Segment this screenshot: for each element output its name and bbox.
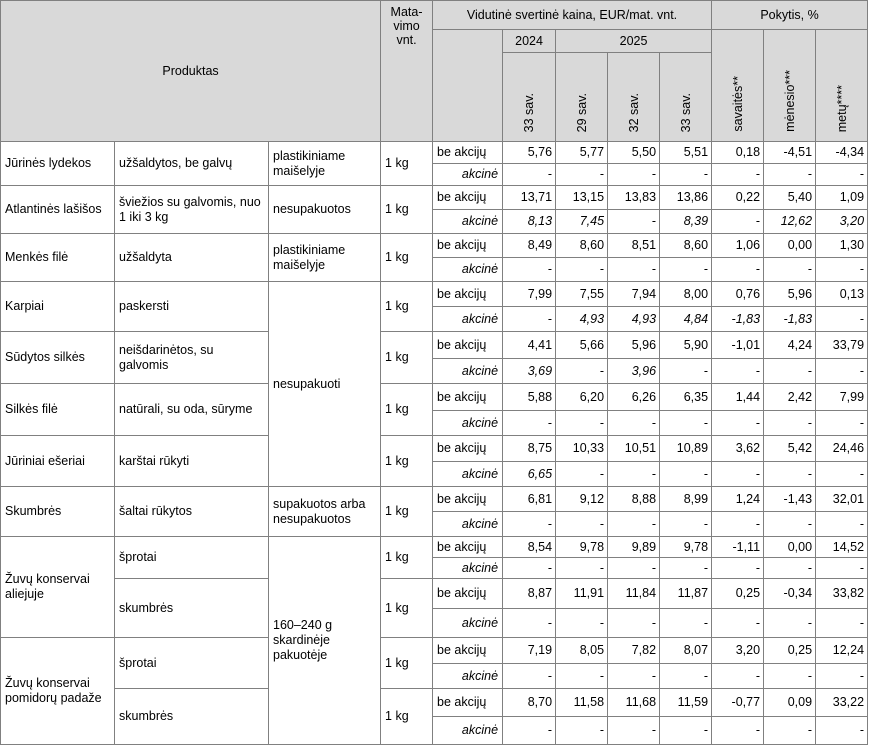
- unit-cell: 1 kg: [381, 537, 433, 579]
- promo-price-cell: -: [556, 512, 608, 537]
- unit-cell: 1 kg: [381, 384, 433, 436]
- change-cell: 12,24: [816, 638, 868, 664]
- promo-change-cell: -: [712, 359, 764, 384]
- product-description: neišdarinėtos, su galvomis: [115, 332, 269, 384]
- promo-change-cell: -: [712, 609, 764, 638]
- product-description: skumbrės: [115, 579, 269, 638]
- unit-cell: 1 kg: [381, 142, 433, 186]
- promo-change-cell: -: [816, 609, 868, 638]
- promo-change-cell: -: [712, 558, 764, 579]
- price-cell: 8,54: [503, 537, 556, 558]
- promo-change-cell: -: [712, 664, 764, 689]
- promo-price-cell: -: [503, 664, 556, 689]
- promo-change-cell: -: [712, 164, 764, 186]
- change-cell: 0,13: [816, 282, 868, 307]
- promo-change-cell: -: [764, 558, 816, 579]
- promo-price-cell: -: [556, 717, 608, 745]
- promo-change-cell: -: [764, 609, 816, 638]
- product-name: Skumbrės: [1, 487, 115, 537]
- product-description: karštai rūkyti: [115, 436, 269, 487]
- price-cell: 9,89: [608, 537, 660, 558]
- promo-price-cell: -: [556, 164, 608, 186]
- header-year-2025: 2025: [556, 30, 712, 53]
- price-type-regular: be akcijų: [433, 186, 503, 210]
- promo-price-cell: -: [503, 164, 556, 186]
- change-cell: 0,09: [764, 689, 816, 717]
- price-cell: 11,59: [660, 689, 712, 717]
- price-cell: 8,07: [660, 638, 712, 664]
- table-row: [1, 487, 868, 512]
- table-row: [1, 186, 868, 210]
- price-cell: 8,99: [660, 487, 712, 512]
- price-cell: 11,91: [556, 579, 608, 609]
- promo-change-cell: -: [712, 462, 764, 487]
- change-cell: 32,01: [816, 487, 868, 512]
- change-cell: 0,00: [764, 234, 816, 258]
- price-cell: 7,82: [608, 638, 660, 664]
- price-type-promo: akcinė: [433, 664, 503, 689]
- promo-price-cell: -: [660, 717, 712, 745]
- price-cell: 8,49: [503, 234, 556, 258]
- price-cell: 7,55: [556, 282, 608, 307]
- promo-price-cell: -: [556, 411, 608, 436]
- promo-change-cell: -: [712, 210, 764, 234]
- price-cell: 8,87: [503, 579, 556, 609]
- promo-price-cell: -: [660, 258, 712, 282]
- price-type-promo: akcinė: [433, 512, 503, 537]
- change-cell: 33,22: [816, 689, 868, 717]
- promo-price-cell: 3,69: [503, 359, 556, 384]
- price-cell: 7,19: [503, 638, 556, 664]
- price-cell: 5,50: [608, 142, 660, 164]
- promo-change-cell: -: [816, 462, 868, 487]
- change-cell: -1,11: [712, 537, 764, 558]
- product-description: užšaldyta: [115, 234, 269, 282]
- promo-change-cell: -: [816, 411, 868, 436]
- promo-price-cell: -: [503, 609, 556, 638]
- price-type-regular: be akcijų: [433, 579, 503, 609]
- change-cell: 14,52: [816, 537, 868, 558]
- price-cell: 10,51: [608, 436, 660, 462]
- price-cell: 5,77: [556, 142, 608, 164]
- unit-cell: 1 kg: [381, 579, 433, 638]
- product-name: Silkės filė: [1, 384, 115, 436]
- promo-price-cell: 3,96: [608, 359, 660, 384]
- price-cell: 5,76: [503, 142, 556, 164]
- price-type-promo: akcinė: [433, 609, 503, 638]
- change-cell: 0,25: [764, 638, 816, 664]
- promo-change-cell: -: [712, 717, 764, 745]
- price-cell: 13,83: [608, 186, 660, 210]
- price-cell: 5,88: [503, 384, 556, 411]
- promo-price-cell: -: [660, 462, 712, 487]
- promo-change-cell: 3,20: [816, 210, 868, 234]
- table-row: [1, 638, 868, 664]
- price-cell: 11,84: [608, 579, 660, 609]
- price-cell: 11,87: [660, 579, 712, 609]
- promo-change-cell: -: [816, 359, 868, 384]
- promo-price-cell: -: [660, 359, 712, 384]
- promo-change-cell: -: [712, 411, 764, 436]
- price-cell: 5,90: [660, 332, 712, 359]
- change-cell: 3,62: [712, 436, 764, 462]
- change-cell: 4,24: [764, 332, 816, 359]
- price-type-promo: akcinė: [433, 558, 503, 579]
- promo-price-cell: -: [660, 664, 712, 689]
- price-cell: 5,51: [660, 142, 712, 164]
- change-cell: 5,42: [764, 436, 816, 462]
- promo-change-cell: -: [764, 164, 816, 186]
- price-cell: 8,05: [556, 638, 608, 664]
- product-name: Žuvų konservai aliejuje: [1, 537, 115, 638]
- price-type-regular: be akcijų: [433, 234, 503, 258]
- price-cell: 6,35: [660, 384, 712, 411]
- product-name: Atlantinės lašišos: [1, 186, 115, 234]
- product-description: paskersti: [115, 282, 269, 332]
- promo-change-cell: -1,83: [764, 307, 816, 332]
- change-cell: 33,82: [816, 579, 868, 609]
- promo-price-cell: -: [503, 258, 556, 282]
- price-cell: 6,20: [556, 384, 608, 411]
- price-type-promo: akcinė: [433, 411, 503, 436]
- header-week-2024-33: 33 sav.: [503, 53, 556, 142]
- promo-change-cell: -: [764, 512, 816, 537]
- price-type-promo: akcinė: [433, 210, 503, 234]
- promo-change-cell: -: [764, 462, 816, 487]
- promo-price-cell: -: [608, 411, 660, 436]
- change-cell: 0,22: [712, 186, 764, 210]
- change-cell: -0,77: [712, 689, 764, 717]
- change-cell: -4,34: [816, 142, 868, 164]
- product-name: Menkės filė: [1, 234, 115, 282]
- promo-price-cell: -: [556, 359, 608, 384]
- header-product: Produktas: [1, 1, 381, 142]
- promo-price-cell: -: [503, 512, 556, 537]
- price-cell: 9,78: [660, 537, 712, 558]
- change-cell: -4,51: [764, 142, 816, 164]
- price-cell: 10,33: [556, 436, 608, 462]
- promo-price-cell: -: [503, 717, 556, 745]
- change-cell: -1,01: [712, 332, 764, 359]
- price-cell: 6,26: [608, 384, 660, 411]
- packaging: plastikiniame maišelyje: [269, 142, 381, 186]
- price-cell: 8,60: [660, 234, 712, 258]
- promo-price-cell: -: [660, 512, 712, 537]
- promo-change-cell: -: [712, 258, 764, 282]
- price-cell: 7,94: [608, 282, 660, 307]
- promo-change-cell: -: [764, 664, 816, 689]
- price-cell: 5,96: [608, 332, 660, 359]
- price-cell: 8,88: [608, 487, 660, 512]
- promo-price-cell: -: [503, 411, 556, 436]
- promo-change-cell: -: [816, 558, 868, 579]
- promo-change-cell: -: [816, 664, 868, 689]
- product-name: Žuvų konservai pomidorų padaže: [1, 638, 115, 745]
- promo-price-cell: 4,93: [556, 307, 608, 332]
- promo-change-cell: -: [816, 164, 868, 186]
- packaging: nesupakuoti: [269, 282, 381, 487]
- price-cell: 8,00: [660, 282, 712, 307]
- promo-price-cell: 8,39: [660, 210, 712, 234]
- unit-cell: 1 kg: [381, 436, 433, 487]
- price-type-regular: be akcijų: [433, 384, 503, 411]
- header-change-month: mėnesio***: [764, 30, 816, 142]
- change-cell: -0,34: [764, 579, 816, 609]
- price-type-promo: akcinė: [433, 462, 503, 487]
- promo-price-cell: -: [556, 664, 608, 689]
- change-cell: -1,43: [764, 487, 816, 512]
- promo-price-cell: -: [608, 717, 660, 745]
- price-cell: 13,86: [660, 186, 712, 210]
- change-cell: 1,24: [712, 487, 764, 512]
- price-cell: 4,41: [503, 332, 556, 359]
- change-cell: 1,09: [816, 186, 868, 210]
- product-name: Jūriniai ešeriai: [1, 436, 115, 487]
- promo-price-cell: -: [660, 411, 712, 436]
- promo-change-cell: -: [816, 512, 868, 537]
- header-price-type-blank: [433, 30, 503, 142]
- promo-change-cell: -: [712, 512, 764, 537]
- change-cell: 7,99: [816, 384, 868, 411]
- header-change-group: Pokytis, %: [712, 1, 868, 30]
- promo-price-cell: -: [660, 609, 712, 638]
- table-row: [1, 689, 868, 717]
- promo-price-cell: -: [608, 664, 660, 689]
- price-type-promo: akcinė: [433, 307, 503, 332]
- promo-price-cell: 6,65: [503, 462, 556, 487]
- promo-price-cell: -: [608, 609, 660, 638]
- header-unit: Mata- vimo vnt.: [381, 1, 433, 142]
- price-cell: 11,68: [608, 689, 660, 717]
- packaging: 160–240 g skardinėje pakuotėje: [269, 537, 381, 745]
- table-row: [1, 579, 868, 609]
- table-row: [1, 436, 868, 462]
- product-description: šprotai: [115, 638, 269, 689]
- promo-change-cell: -1,83: [712, 307, 764, 332]
- table-row: [1, 234, 868, 258]
- change-cell: 0,00: [764, 537, 816, 558]
- price-type-regular: be akcijų: [433, 638, 503, 664]
- promo-price-cell: -: [503, 558, 556, 579]
- product-description: šviežios su galvomis, nuo 1 iki 3 kg: [115, 186, 269, 234]
- header-week-2025-32: 32 sav.: [608, 53, 660, 142]
- price-type-regular: be akcijų: [433, 332, 503, 359]
- promo-price-cell: 8,13: [503, 210, 556, 234]
- promo-price-cell: -: [608, 210, 660, 234]
- header-change-year: metų****: [816, 30, 868, 142]
- price-type-regular: be akcijų: [433, 282, 503, 307]
- price-type-regular: be akcijų: [433, 689, 503, 717]
- promo-change-cell: -: [816, 717, 868, 745]
- price-type-regular: be akcijų: [433, 537, 503, 558]
- table-row: [1, 537, 868, 558]
- price-cell: 7,99: [503, 282, 556, 307]
- price-type-promo: akcinė: [433, 359, 503, 384]
- promo-price-cell: -: [660, 164, 712, 186]
- price-cell: 11,58: [556, 689, 608, 717]
- change-cell: 1,06: [712, 234, 764, 258]
- table-row: [1, 142, 868, 164]
- change-cell: 0,18: [712, 142, 764, 164]
- promo-change-cell: -: [764, 411, 816, 436]
- change-cell: 5,40: [764, 186, 816, 210]
- product-name: Sūdytos silkės: [1, 332, 115, 384]
- promo-price-cell: -: [556, 462, 608, 487]
- promo-price-cell: -: [556, 609, 608, 638]
- product-description: užšaldytos, be galvų: [115, 142, 269, 186]
- price-type-promo: akcinė: [433, 164, 503, 186]
- promo-price-cell: -: [608, 558, 660, 579]
- product-description: šaltai rūkytos: [115, 487, 269, 537]
- price-cell: 9,78: [556, 537, 608, 558]
- change-cell: 2,42: [764, 384, 816, 411]
- promo-change-cell: -: [816, 307, 868, 332]
- unit-cell: 1 kg: [381, 186, 433, 234]
- price-type-regular: be akcijų: [433, 436, 503, 462]
- packaging: nesupakuotos: [269, 186, 381, 234]
- product-description: natūrali, su oda, sūryme: [115, 384, 269, 436]
- promo-price-cell: 4,93: [608, 307, 660, 332]
- price-type-promo: akcinė: [433, 258, 503, 282]
- change-cell: 0,25: [712, 579, 764, 609]
- product-name: Jūrinės lydekos: [1, 142, 115, 186]
- unit-cell: 1 kg: [381, 638, 433, 689]
- price-cell: 13,15: [556, 186, 608, 210]
- price-cell: 6,81: [503, 487, 556, 512]
- product-description: skumbrės: [115, 689, 269, 745]
- table-row: [1, 332, 868, 359]
- change-cell: 1,30: [816, 234, 868, 258]
- price-cell: 8,70: [503, 689, 556, 717]
- table-row: [1, 384, 868, 411]
- unit-cell: 1 kg: [381, 689, 433, 745]
- promo-change-cell: -: [764, 258, 816, 282]
- promo-price-cell: -: [503, 307, 556, 332]
- table-body: [1, 142, 868, 745]
- header-price-group: Vidutinė svertinė kaina, EUR/mat. vnt.: [433, 1, 712, 30]
- price-cell: 10,89: [660, 436, 712, 462]
- promo-price-cell: -: [608, 462, 660, 487]
- change-cell: 33,79: [816, 332, 868, 359]
- promo-price-cell: -: [556, 258, 608, 282]
- price-cell: 8,51: [608, 234, 660, 258]
- product-description: šprotai: [115, 537, 269, 579]
- header-year-2024: 2024: [503, 30, 556, 53]
- packaging: supakuotos arba nesupakuotos: [269, 487, 381, 537]
- price-cell: 9,12: [556, 487, 608, 512]
- header-week-2025-33: 33 sav.: [660, 53, 712, 142]
- change-cell: 24,46: [816, 436, 868, 462]
- promo-price-cell: 7,45: [556, 210, 608, 234]
- promo-price-cell: -: [556, 558, 608, 579]
- packaging: plastikiniame maišelyje: [269, 234, 381, 282]
- promo-price-cell: -: [608, 512, 660, 537]
- price-cell: 8,60: [556, 234, 608, 258]
- unit-cell: 1 kg: [381, 234, 433, 282]
- price-cell: 8,75: [503, 436, 556, 462]
- table-row: [1, 282, 868, 307]
- change-cell: 3,20: [712, 638, 764, 664]
- price-cell: 13,71: [503, 186, 556, 210]
- promo-price-cell: -: [608, 258, 660, 282]
- promo-change-cell: -: [816, 258, 868, 282]
- unit-cell: 1 kg: [381, 282, 433, 332]
- header-week-2025-29: 29 sav.: [556, 53, 608, 142]
- price-cell: 5,66: [556, 332, 608, 359]
- promo-change-cell: -: [764, 717, 816, 745]
- promo-change-cell: 12,62: [764, 210, 816, 234]
- change-cell: 0,76: [712, 282, 764, 307]
- price-type-promo: akcinė: [433, 717, 503, 745]
- promo-price-cell: -: [608, 164, 660, 186]
- promo-price-cell: -: [660, 558, 712, 579]
- unit-cell: 1 kg: [381, 332, 433, 384]
- change-cell: 1,44: [712, 384, 764, 411]
- price-type-regular: be akcijų: [433, 142, 503, 164]
- unit-cell: 1 kg: [381, 487, 433, 537]
- product-name: Karpiai: [1, 282, 115, 332]
- price-type-regular: be akcijų: [433, 487, 503, 512]
- change-cell: 5,96: [764, 282, 816, 307]
- promo-change-cell: -: [764, 359, 816, 384]
- promo-price-cell: 4,84: [660, 307, 712, 332]
- header-change-week: savaitės**: [712, 30, 764, 142]
